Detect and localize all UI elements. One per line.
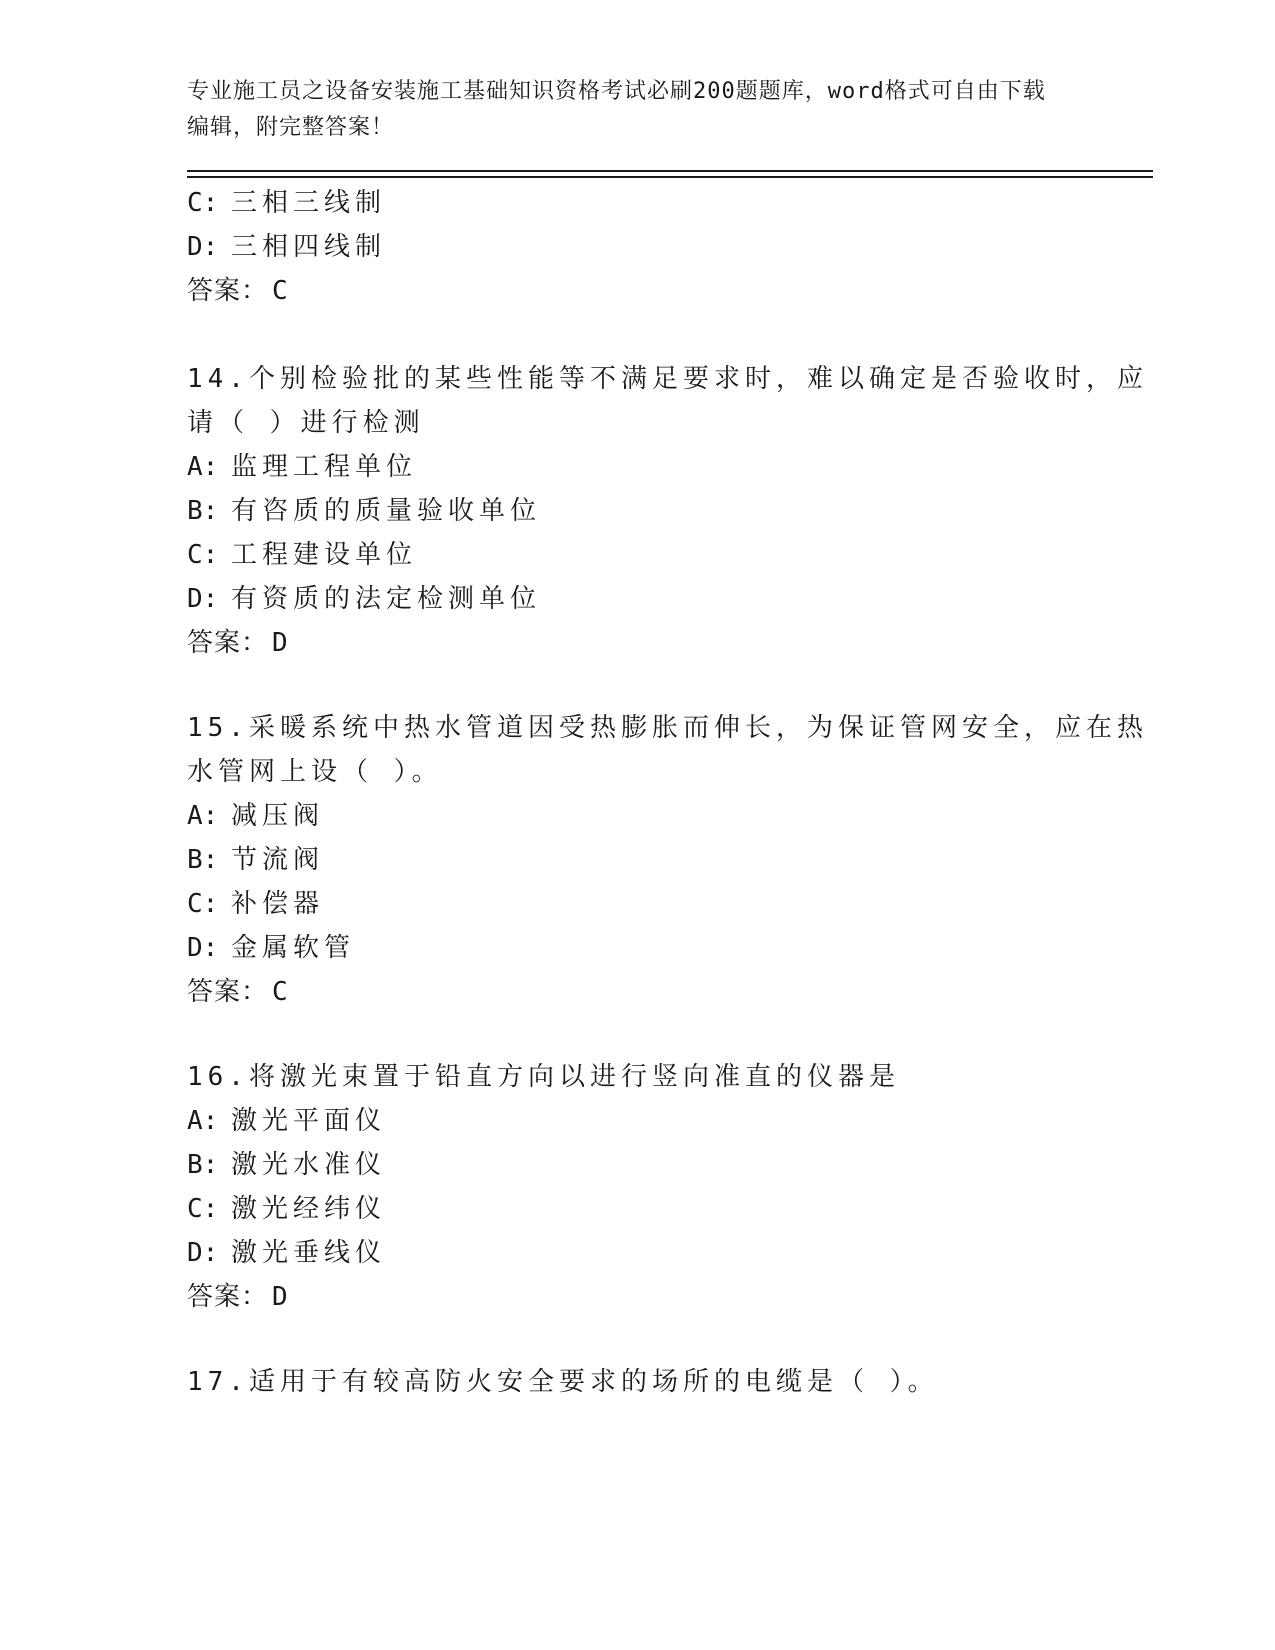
option-text: 激光经纬仪 [231,1194,387,1224]
answer-value: C [272,977,289,1007]
option-letter: C: [187,889,219,919]
option-c [187,181,386,225]
option-c [187,1187,386,1231]
answer-line [187,269,289,313]
option-text: 激光平面仪 [231,1106,387,1136]
option-letter: A: [187,801,219,831]
option-letter: C: [187,540,219,570]
option-text: 有资质的法定检测单位 [231,584,542,614]
header-rule-bottom [187,176,1153,178]
option-text: 补偿器 [231,889,325,919]
option-text: 激光垂线仪 [231,1238,387,1268]
option-a [187,794,324,838]
answer-label: 答案： [187,276,269,306]
question-15-stem-cont: 水管网上设（ ）。 [187,757,443,787]
answer-label: 答案： [187,977,269,1007]
option-d [187,577,541,621]
option-text: 减压阀 [231,801,325,831]
option-text: 节流阀 [231,845,325,875]
option-letter: A: [187,1106,219,1136]
option-letter: D: [187,584,219,614]
option-b [187,489,541,533]
option-letter: B: [187,1150,219,1180]
option-letter: A: [187,452,219,482]
option-letter: C: [187,1194,219,1224]
option-letter: C: [187,188,219,218]
answer-value: D [272,1282,289,1312]
option-b [187,838,324,882]
answer-line [187,1275,289,1319]
answer-value: D [272,628,289,658]
question-14-stem-cont: 请（ ）进行检测 [187,408,425,438]
option-letter: D: [187,933,219,963]
option-c [187,882,324,926]
question-14-stem: 14.个别检验批的某些性能等不满足要求时，难以确定是否验收时，应 [187,364,1148,394]
question-17-stem: 17.适用于有较高防火安全要求的场所的电缆是（ ）。 [187,1367,939,1397]
option-letter: D: [187,1238,219,1268]
option-text: 三相四线制 [231,232,387,262]
option-text: 激光水准仪 [231,1150,387,1180]
document-header: 专业施工员之设备安装施工基础知识资格考试必刷200题题库，word格式可自由下载编辑，附完整答案！ [187,79,1046,140]
option-text: 工程建设单位 [231,540,418,570]
question-15-stem: 15.采暖系统中热水管道因受热膨胀而伸长，为保证管网安全，应在热 [187,713,1148,743]
answer-line [187,621,289,665]
option-letter: B: [187,496,219,526]
option-b [187,1143,386,1187]
option-letter: D: [187,232,219,262]
option-d [187,926,355,970]
question-16-stem: 16.将激光束置于铅直方向以进行竖向准直的仪器是 [187,1062,900,1092]
answer-value: C [272,276,289,306]
answer-label: 答案： [187,628,269,658]
answer-line [187,970,289,1014]
option-text: 三相三线制 [231,188,387,218]
answer-label: 答案： [187,1282,269,1312]
option-a [187,1099,386,1143]
option-letter: B: [187,845,219,875]
option-text: 监理工程单位 [231,452,418,482]
option-d [187,225,386,269]
option-c [187,533,417,577]
option-d [187,1231,386,1275]
option-text: 金属软管 [231,933,356,963]
option-text: 有咨质的质量验收单位 [231,496,542,526]
header-rule-top [187,170,1153,172]
option-a [187,445,417,489]
